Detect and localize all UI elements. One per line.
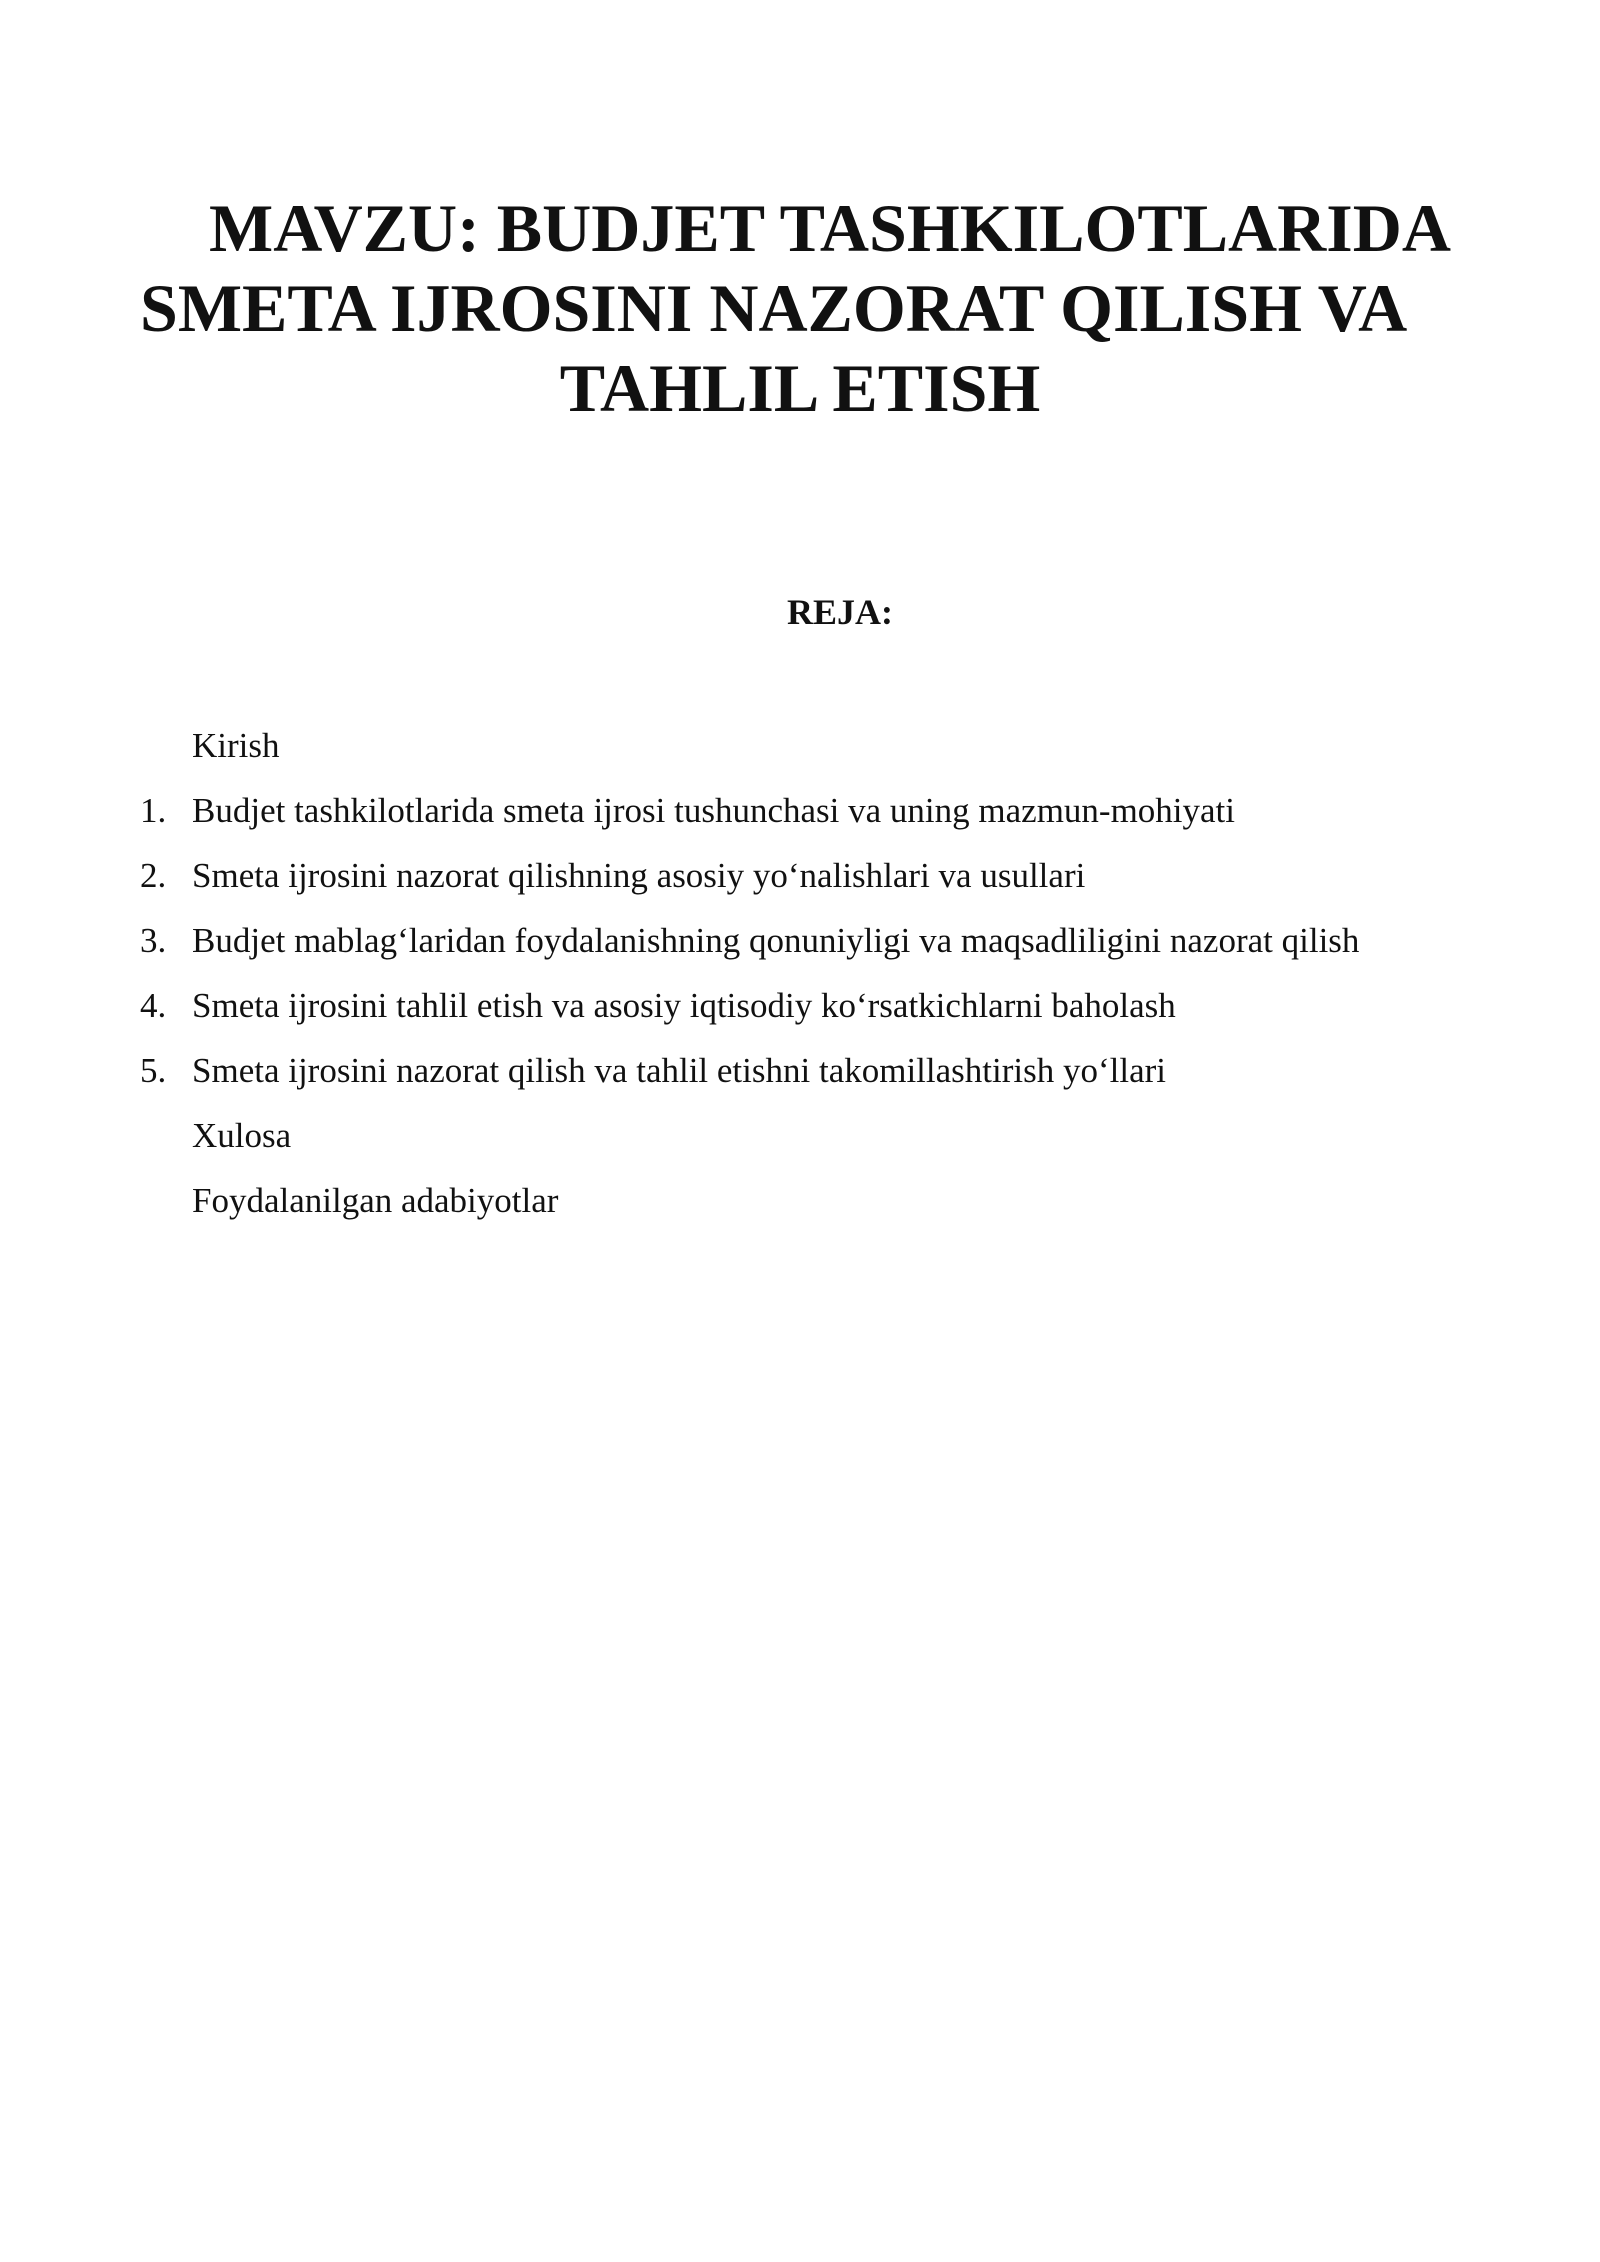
title-line-3: TAHLIL ETISH	[559, 350, 1041, 426]
plan-heading: REJA:	[787, 592, 893, 632]
plan-item-number: 4.	[140, 986, 167, 1025]
plan-item-number: 2.	[140, 856, 167, 895]
plan-item-text: Smeta ijrosini nazorat qilish va tahlil etishni takomillashtirish yo‘llari	[192, 1051, 1167, 1090]
plan-item-text: Smeta ijrosini nazorat qilishning asosiy yo‘nalishlari va usullari	[192, 856, 1086, 895]
document-title	[120, 188, 1480, 428]
title-line-1: MAVZU: BUDJET TASHKILOTLARIDA	[209, 190, 1451, 266]
plan-item-text: Xulosa	[192, 1116, 292, 1155]
plan-item-4	[140, 984, 1560, 1049]
plan-list	[140, 724, 1560, 1244]
plan-item-text: Smeta ijrosini tahlil etish va asosiy iqtisodiy ko‘rsatkichlarni baholash	[192, 986, 1176, 1025]
plan-item-1	[140, 789, 1560, 854]
plan-item-number: 5.	[140, 1051, 167, 1090]
plan-item-text: Budjet tashkilotlarida smeta ijrosi tushunchasi va uning mazmun-mohiyati	[192, 791, 1236, 830]
plan-item-text: Budjet mablag‘laridan foydalanishning qonuniyligi va maqsadliligini nazorat qilish	[192, 921, 1360, 960]
plan-item-number: 1.	[140, 791, 167, 830]
plan-item-text: Foydalanilgan adabiyotlar	[192, 1181, 559, 1220]
plan-item-3	[140, 919, 1560, 984]
plan-item-number: 3.	[140, 921, 167, 960]
plan-item-2	[140, 854, 1560, 919]
plan-item-introduction	[140, 724, 1560, 789]
plan-item-conclusion	[140, 1114, 1560, 1179]
plan-item-5	[140, 1049, 1560, 1114]
plan-item-references	[140, 1179, 1560, 1244]
title-line-2: SMETA IJROSINI NAZORAT QILISH VA	[140, 270, 1408, 346]
plan-item-text: Kirish	[192, 726, 280, 765]
